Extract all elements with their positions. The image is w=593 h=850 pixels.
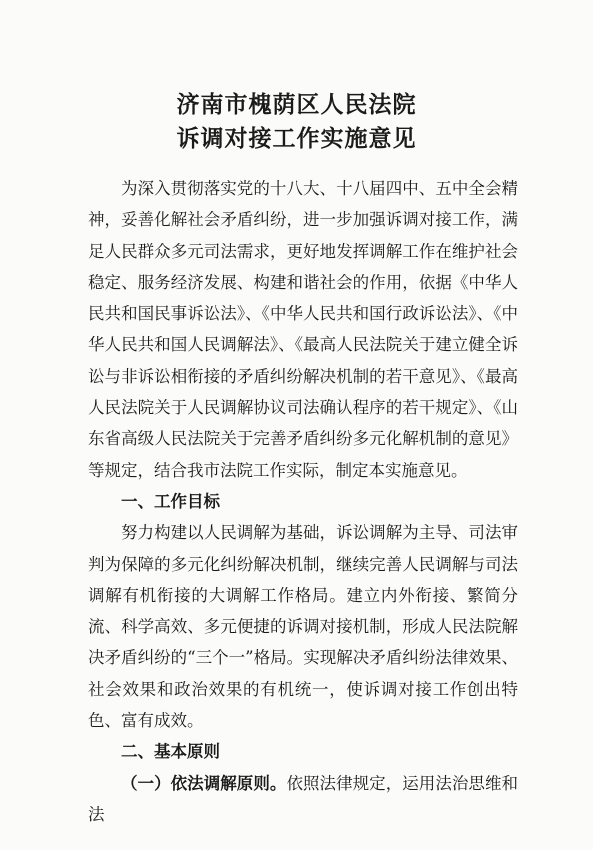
principle-text: 依照法律规定，运用法治思维和法 bbox=[88, 773, 519, 824]
principle-label: （一）依法调解原则。 bbox=[121, 773, 287, 793]
document-title-line1: 济南市槐荫区人民法院 bbox=[176, 92, 417, 118]
document-body bbox=[88, 173, 518, 830]
intro-paragraph: 为深入贯彻落实党的十八大、十八届四中、五中全会精神，妥善化解社会矛盾纠纷，进一步加强诉调对接工作，满足人民群众多元司法需求，更好地发挥调解工作在维护社会稳定、服务经济发展、构建和谐社会的作用，依据《中华人民共和国民事诉讼法》、《中华人民共和国行政诉讼法》、《中华人民共和国人民调解法》、《最高人民法院关于建立健全诉讼与非诉讼相衔接的矛盾纠纷解决机制的若干意见》、《最高人民法院关于人民调解协议司法确认程序的若干规定》、《山东省高级人民法院关于完善矛盾纠纷多元化解机制的意见》等规定，结合我市法院工作实际，制定本实施意见。 bbox=[88, 179, 518, 480]
principle-paragraph bbox=[88, 768, 518, 831]
document-title-line2: 诉调对接工作实施意见 bbox=[176, 126, 417, 152]
section-heading-principles: 二、基本原则 bbox=[121, 742, 220, 762]
section-heading-goals: 一、工作目标 bbox=[121, 491, 220, 511]
goals-paragraph: 努力构建以人民调解为基础，诉讼调解为主导、司法审判为保障的多元化纠纷解决机制，继续完善人民调解与司法调解有机衔接的大调解工作格局。建立内外衔接、繁简分流、科学高效、多元便捷的诉调对接机制，形成人民法院解决矛盾纠纷的“三个一”格局。实现解决矛盾纠纷法律效果、社会效果和政治效果的有机统一，使诉调对接工作创出特色、富有成效。 bbox=[88, 523, 518, 731]
